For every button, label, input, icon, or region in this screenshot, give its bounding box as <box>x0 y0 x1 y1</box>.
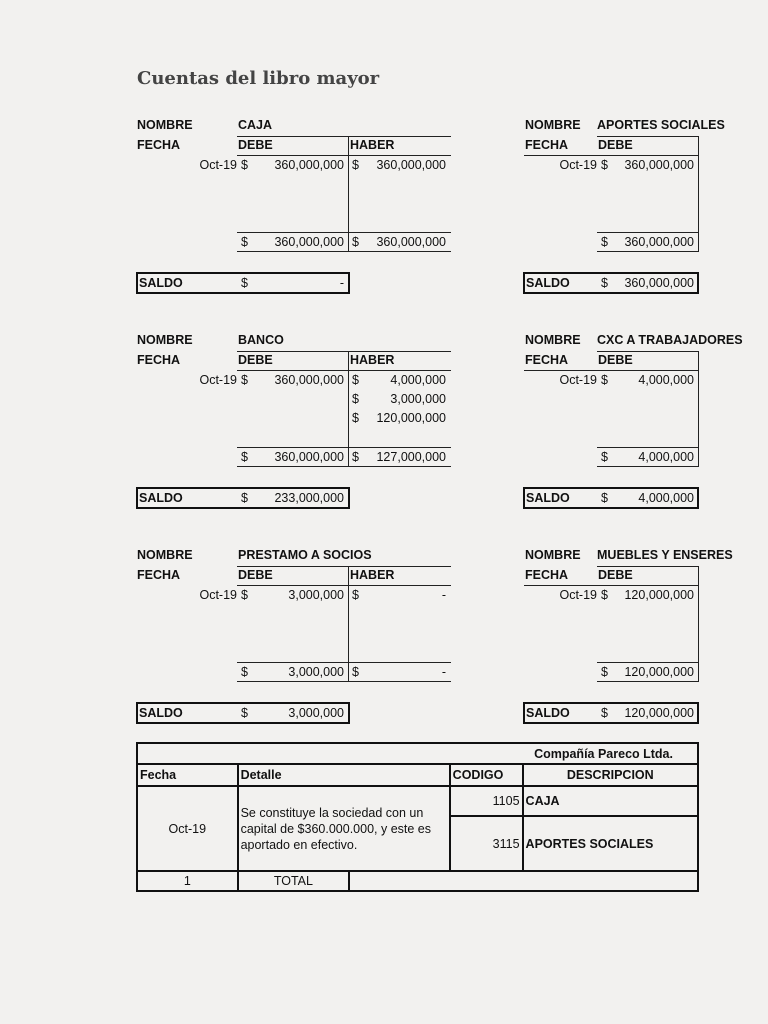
currency-symbol: $ <box>241 450 248 464</box>
currency-symbol: $ <box>601 588 608 602</box>
fecha-label: FECHA <box>137 138 181 152</box>
debe-header: DEBE <box>238 568 273 582</box>
journal-detail: Se constituye la sociedad con un capital de $360.000.000, y este es aportado en efectivo. <box>238 786 450 871</box>
currency-symbol: $ <box>241 706 248 720</box>
saldo-value: 4,000,000 <box>638 491 694 505</box>
haber-value: 3,000,000 <box>390 392 446 406</box>
haber-value: - <box>441 588 446 602</box>
account-name: BANCO <box>238 333 284 347</box>
total-haber: 127,000,000 <box>376 450 446 464</box>
saldo-label: SALDO <box>526 276 570 290</box>
journal-table <box>136 742 699 892</box>
currency-symbol: $ <box>352 158 359 172</box>
currency-symbol: $ <box>352 392 359 406</box>
saldo-label: SALDO <box>139 491 183 505</box>
page-title: Cuentas del libro mayor <box>137 68 380 89</box>
total-debe: 360,000,000 <box>274 450 344 464</box>
debe-header: DEBE <box>598 568 633 582</box>
nombre-label: NOMBRE <box>525 118 581 132</box>
currency-symbol: $ <box>601 158 608 172</box>
currency-symbol: $ <box>241 373 248 387</box>
haber-header: HABER <box>350 353 395 367</box>
haber-value: 4,000,000 <box>390 373 446 387</box>
journal-code: 3115 <box>450 816 523 871</box>
debe-value: 3,000,000 <box>288 588 344 602</box>
total-debe: 360,000,000 <box>624 235 694 249</box>
saldo-label: SALDO <box>139 706 183 720</box>
nombre-label: NOMBRE <box>137 548 193 562</box>
debe-value: 120,000,000 <box>624 588 694 602</box>
debe-value: 360,000,000 <box>274 158 344 172</box>
currency-symbol: $ <box>352 665 359 679</box>
account-name: MUEBLES Y ENSERES <box>597 548 733 562</box>
entry-date: Oct-19 <box>559 158 597 172</box>
journal-description: CAJA <box>523 786 698 816</box>
saldo-label: SALDO <box>526 491 570 505</box>
total-debe: 4,000,000 <box>638 450 694 464</box>
entry-date: Oct-19 <box>199 158 237 172</box>
saldo-label: SALDO <box>139 276 183 290</box>
total-haber: - <box>441 665 446 679</box>
account-name: CAJA <box>238 118 273 132</box>
col-header-detalle: Detalle <box>238 764 450 786</box>
currency-symbol: $ <box>241 665 248 679</box>
total-debe: 120,000,000 <box>624 665 694 679</box>
journal-date: Oct-19 <box>137 786 238 871</box>
currency-symbol: $ <box>241 491 248 505</box>
saldo-value: 3,000,000 <box>288 706 344 720</box>
currency-symbol: $ <box>241 158 248 172</box>
currency-symbol: $ <box>601 706 608 720</box>
saldo-value: 360,000,000 <box>624 276 694 290</box>
saldo-value: 233,000,000 <box>274 491 344 505</box>
currency-symbol: $ <box>601 373 608 387</box>
saldo-label: SALDO <box>526 706 570 720</box>
currency-symbol: $ <box>601 276 608 290</box>
fecha-label: FECHA <box>525 568 569 582</box>
nombre-label: NOMBRE <box>525 333 581 347</box>
account-name: APORTES SOCIALES <box>597 118 725 132</box>
debe-header: DEBE <box>238 138 273 152</box>
debe-header: DEBE <box>238 353 273 367</box>
haber-value: 360,000,000 <box>376 158 446 172</box>
nombre-label: NOMBRE <box>137 118 193 132</box>
company-name: Compañía Pareco Ltda. <box>137 743 698 764</box>
saldo-value: 120,000,000 <box>624 706 694 720</box>
total-debe: 3,000,000 <box>288 665 344 679</box>
currency-symbol: $ <box>601 665 608 679</box>
nombre-label: NOMBRE <box>137 333 193 347</box>
currency-symbol: $ <box>352 373 359 387</box>
currency-symbol: $ <box>241 235 248 249</box>
currency-symbol: $ <box>601 450 608 464</box>
total-debe: 360,000,000 <box>274 235 344 249</box>
journal-total-value <box>349 871 698 891</box>
journal-entry-number: 1 <box>137 871 238 891</box>
total-haber: 360,000,000 <box>376 235 446 249</box>
haber-header: HABER <box>350 138 395 152</box>
entry-date: Oct-19 <box>199 373 237 387</box>
journal-total-label: TOTAL <box>238 871 350 891</box>
currency-symbol: $ <box>241 276 248 290</box>
currency-symbol: $ <box>352 450 359 464</box>
saldo-value: - <box>339 276 344 290</box>
debe-header: DEBE <box>598 138 633 152</box>
currency-symbol: $ <box>601 235 608 249</box>
nombre-label: NOMBRE <box>525 548 581 562</box>
debe-value: 4,000,000 <box>638 373 694 387</box>
currency-symbol: $ <box>352 411 359 425</box>
currency-symbol: $ <box>241 588 248 602</box>
currency-symbol: $ <box>601 491 608 505</box>
col-header-codigo: CODIGO <box>450 764 523 786</box>
account-name: CXC A TRABAJADORES <box>597 333 743 347</box>
col-header-fecha: Fecha <box>137 764 238 786</box>
debe-value: 360,000,000 <box>274 373 344 387</box>
fecha-label: FECHA <box>525 353 569 367</box>
entry-date: Oct-19 <box>559 588 597 602</box>
journal-code: 1105 <box>450 786 523 816</box>
journal-description: APORTES SOCIALES <box>523 816 698 871</box>
debe-header: DEBE <box>598 353 633 367</box>
currency-symbol: $ <box>352 588 359 602</box>
entry-date: Oct-19 <box>199 588 237 602</box>
fecha-label: FECHA <box>137 353 181 367</box>
debe-value: 360,000,000 <box>624 158 694 172</box>
col-header-descripcion: DESCRIPCION <box>523 764 698 786</box>
entry-date: Oct-19 <box>559 373 597 387</box>
fecha-label: FECHA <box>137 568 181 582</box>
haber-value: 120,000,000 <box>376 411 446 425</box>
haber-header: HABER <box>350 568 395 582</box>
currency-symbol: $ <box>352 235 359 249</box>
fecha-label: FECHA <box>525 138 569 152</box>
account-name: PRESTAMO A SOCIOS <box>238 548 372 562</box>
